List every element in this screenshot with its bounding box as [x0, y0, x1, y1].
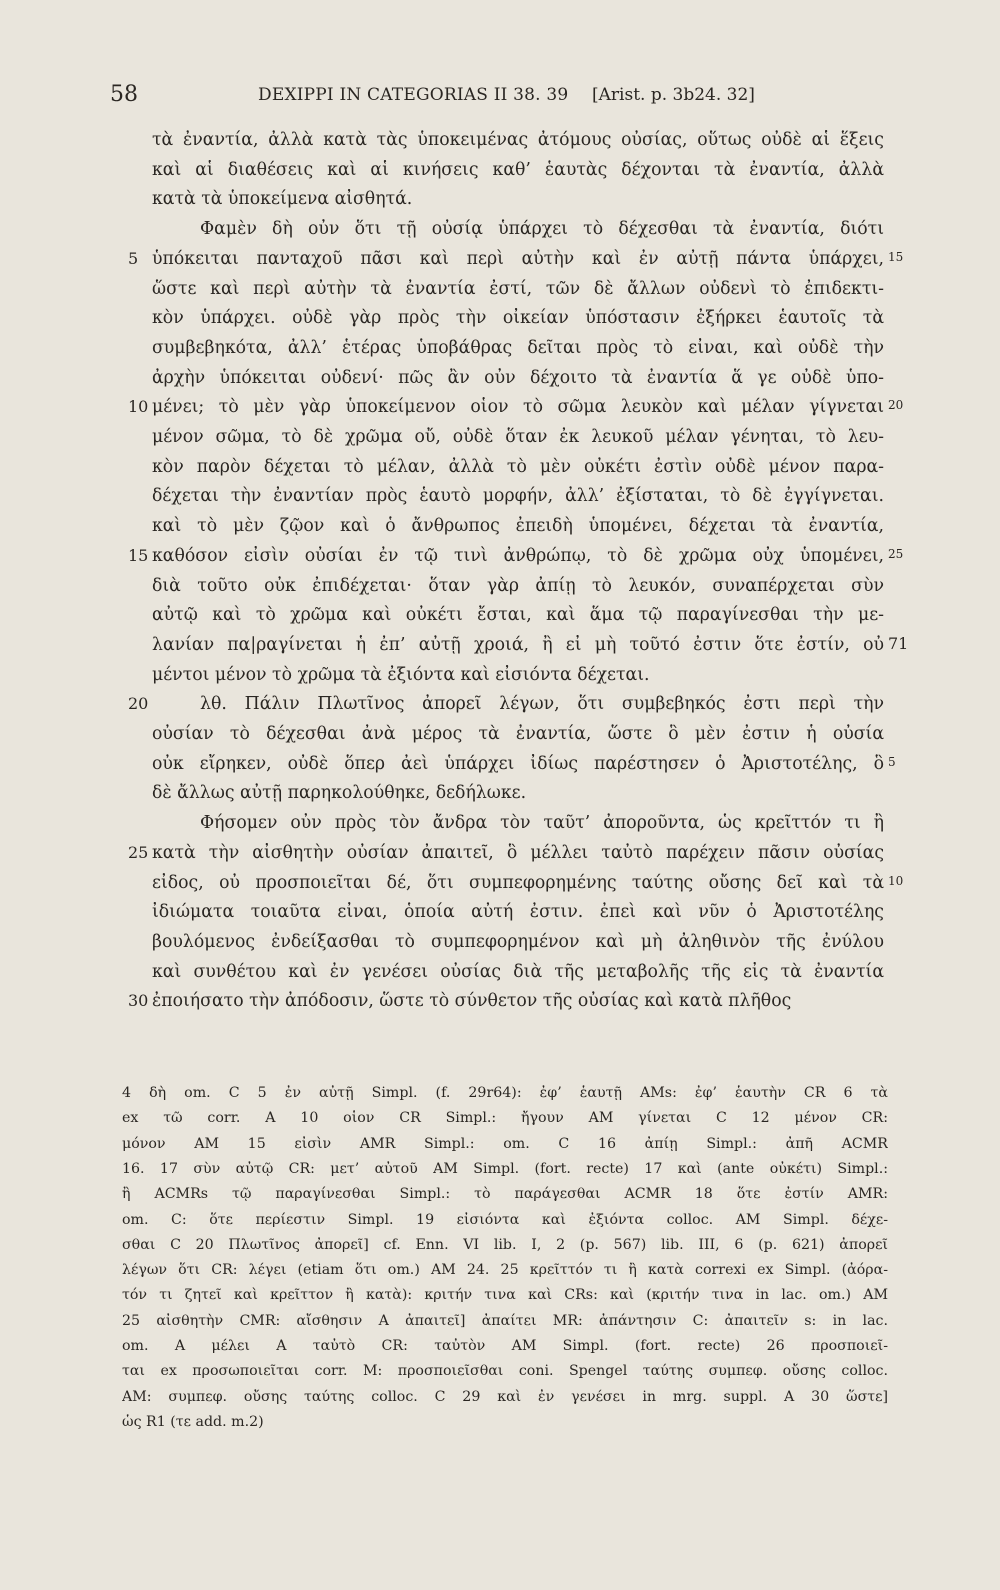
margin-reference-number: 71	[888, 633, 909, 653]
line-text: ὑπόκειται πανταχοῦ πᾶσι καὶ περὶ αὐτὴν καὶ ἐν αὐτῇ πάντα ὑπάρχει,	[152, 248, 884, 269]
text-line	[0, 397, 1000, 424]
text-line	[0, 843, 1000, 870]
line-text: Φήσομεν οὖν πρὸς τὸν ἄνδρα τὸν ταῦτ’ ἀποροῦντα, ὡς κρεῖττόν τι ἢ	[200, 813, 884, 834]
text-line	[0, 665, 1000, 692]
text-line	[0, 457, 1000, 484]
line-text: κατὰ τὰ ὑποκείμενα αἰσθητά.	[152, 189, 413, 210]
footnote-line: 16. 17 σὺν αὐτῷ CR: μετ’ αὐτοῦ AM Simpl. (fort. recte) 17 καὶ (ante οὐκέτι) Simpl.:	[122, 1160, 888, 1177]
line-text: μένει; τὸ μὲν γὰρ ὑποκείμενον οἷον τὸ σῶμα λευκὸν καὶ μέλαν γίγνεται	[152, 397, 884, 418]
text-line	[0, 576, 1000, 603]
line-text: καὶ συνθέτου καὶ ἐν γενέσει οὐσίας διὰ τῆς μεταβολῆς τῆς εἰς τὰ ἐναντία	[152, 961, 884, 982]
text-line	[0, 308, 1000, 335]
line-number: 15	[128, 545, 149, 565]
line-text: μένον σῶμα, τὸ δὲ χρῶμα οὔ, οὐδὲ ὅταν ἐκ λευκοῦ μέλαν γένηται, τὸ λευ-	[152, 427, 884, 447]
footnote-line: 25 αἰσθητὴν CMR: αἴσθησιν A ἀπαιτεῖ] ἀπαίτει MR: ἀπάντησιν C: ἀπαιτεῖν s: in lac.	[122, 1312, 888, 1329]
text-line	[0, 962, 1000, 989]
page-number: 58	[110, 82, 138, 107]
text-line	[0, 932, 1000, 959]
margin-reference-number: 25	[888, 546, 904, 561]
text-line	[0, 902, 1000, 929]
text-line	[0, 486, 1000, 513]
line-text: κὸν παρὸν δέχεται τὸ μέλαν, ἀλλὰ τὸ μὲν οὐκέτι ἐστὶν οὐδὲ μένον παρα-	[152, 456, 884, 477]
text-line	[0, 516, 1000, 543]
aristotle-reference: [Arist. p. 3b24. 32]	[592, 85, 755, 105]
line-number: 20	[128, 694, 149, 714]
footnote-line: τόν τι ζητεῖ καὶ κρεῖττον ἢ κατὰ): κριτήν τινα καὶ CRs: καὶ (κριτήν τινα in lac. om.) AM	[122, 1287, 888, 1304]
footnote-line: ὡς R1 (τε add. m.2)	[122, 1413, 264, 1430]
line-text: λθ. Πάλιν Πλωτῖνος ἀπορεῖ λέγων, ὅτι συμβεβηκός ἐστι περὶ τὴν	[200, 694, 884, 715]
text-line	[0, 754, 1000, 781]
text-line	[0, 279, 1000, 306]
footnote-line: ἢ ACMRs τῷ παραγίνεσθαι Simpl.: τὸ παράγεσθαι ACMR 18 ὅτε ἐστίν AMR:	[122, 1186, 888, 1203]
line-text: ἰδιώματα τοιαῦτα εἶναι, ὁποία αὐτή ἐστιν. ἐπεὶ καὶ νῦν ὁ Ἀριστοτέλης	[152, 902, 884, 923]
line-text: βουλόμενος ἐνδείξασθαι τὸ συμπεφορημένον καὶ μὴ ἀληθινὸν τῆς ἐνύλου	[152, 931, 884, 952]
line-text: καὶ τὸ μὲν ζῷον καὶ ὁ ἄνθρωπος ἐπειδὴ ὑπομένει, δέχεται τὰ ἐναντία,	[152, 516, 884, 537]
footnote-line: om. C: ὅτε περίεστιν Simpl. 19 εἰσιόντα καὶ ἐξιόντα colloc. AM Simpl. δέχε-	[122, 1211, 888, 1228]
text-line	[0, 130, 1000, 157]
line-text: ἐποιήσατο τὴν ἀπόδοσιν, ὥστε τὸ σύνθετον τῆς οὐσίας καὶ κατὰ πλῆθος	[152, 991, 792, 1012]
footnote-line: μόνον AM 15 εἰσὶν AMR Simpl.: om. C 16 ἀπίῃ Simpl.: ἀπῆ ACMR	[122, 1135, 888, 1152]
line-text: ἀρχὴν ὑπόκειται οὐδενί· πῶς ἂν οὖν δέχοιτο τὰ ἐναντία ἅ γε οὐδὲ ὑπο-	[152, 367, 884, 388]
line-text: μέντοι μένον τὸ χρῶμα τὰ ἐξιόντα καὶ εἰσιόντα δέχεται.	[152, 664, 650, 685]
text-line	[0, 160, 1000, 187]
line-text: οὐκ εἴρηκεν, οὐδὲ ὅπερ ἀεὶ ὑπάρχει ἰδίως παρέστησεν ὁ Ἀριστοτέλης, ὃ	[152, 753, 884, 774]
line-text: αὐτῷ καὶ τὸ χρῶμα καὶ οὐκέτι ἔσται, καὶ ἅμα τῷ παραγίνεσθαι τὴν με-	[152, 605, 884, 626]
text-line	[0, 724, 1000, 751]
text-line	[0, 873, 1000, 900]
line-number: 30	[128, 991, 149, 1011]
text-line	[0, 813, 1000, 840]
text-line	[0, 338, 1000, 365]
line-text: δέχεται τὴν ἐναντίαν πρὸς ἑαυτὸ μορφήν, ἀλλ’ ἐξίσταται, τὸ δὲ ἐγγίγνεται.	[152, 486, 884, 507]
line-text: διὰ τοῦτο οὐκ ἐπιδέχεται· ὅταν γὰρ ἀπίῃ τὸ λευκόν, συναπέρχεται σὺν	[152, 575, 884, 596]
line-text: κὸν ὑπάρχει. οὐδὲ γὰρ πρὸς τὴν οἰκείαν ὑπόστασιν ἐξήρκει ἑαυτοῖς τὰ	[152, 308, 884, 329]
line-text: οὐσίαν τὸ δέχεσθαι ἀνὰ μέρος τὰ ἐναντία, ὥστε ὃ μὲν ἐστιν ἡ οὐσία	[152, 724, 884, 744]
text-line	[0, 635, 1000, 662]
footnote-line: 4 δὴ om. C 5 ἐν αὐτῇ Simpl. (f. 29r64): ἐφ’ ἑαυτῇ AMs: ἐφ’ ἑαυτὴν CR 6 τὰ	[122, 1085, 888, 1101]
text-line	[0, 783, 1000, 810]
running-title: DEXIPPI IN CATEGORIAS II 38. 39	[258, 85, 569, 105]
footnote-line: ται ex προσωποιεῖται corr. M: προσποιεῖσθαι coni. Spengel ταύτης συμπεφ. οὔσης colloc.	[122, 1363, 888, 1380]
text-line	[0, 219, 1000, 246]
line-number: 5	[128, 248, 139, 268]
text-line	[0, 694, 1000, 721]
footnote-line: AM: συμπεφ. οὔσης ταύτης colloc. C 29 καὶ ἐν γενέσει in mrg. suppl. A 30 ὥστε]	[122, 1388, 888, 1405]
margin-reference-number: 10	[888, 873, 904, 888]
line-text: καθόσον εἰσὶν οὐσίαι ἐν τῷ τινὶ ἀνθρώπῳ, τὸ δὲ χρῶμα οὐχ ὑπομένει,	[152, 545, 884, 566]
footnote-line: om. A μέλει A ταὐτὸ CR: ταὐτὸν AM Simpl. (fort. recte) 26 προσποιεῖ-	[122, 1338, 888, 1354]
footnote-line: ex τῶ corr. A 10 οἷον CR Simpl.: ἤγουν AM γίνεται C 12 μένον CR:	[122, 1110, 888, 1127]
line-text: δὲ ἄλλως αὐτῇ παρηκολούθηκε, δεδήλωκε.	[152, 783, 527, 804]
line-text: εἶδος, οὐ προσποιεῖται δέ, ὅτι συμπεφορημένης ταύτης οὔσης δεῖ καὶ τὰ	[152, 872, 884, 893]
line-text: συμβεβηκότα, ἀλλ’ ἑτέρας ὑποβάθρας δεῖται πρὸς τὸ εἶναι, καὶ οὐδὲ τὴν	[152, 337, 884, 358]
page-header	[110, 82, 900, 112]
text-line	[0, 991, 1000, 1018]
line-text: καὶ αἱ διαθέσεις καὶ αἱ κινήσεις καθ’ ἑαυτὰς δέχονται τὰ ἐναντία, ἀλλὰ	[152, 159, 884, 180]
line-text: τὰ ἐναντία, ἀλλὰ κατὰ τὰς ὑποκειμένας ἀτόμους οὐσίας, οὕτως οὐδὲ αἱ ἕξεις	[152, 130, 884, 150]
line-text: κατὰ τὴν αἰσθητὴν οὐσίαν ἀπαιτεῖ, ὃ μέλλει ταὐτὸ παρέχειν πᾶσιν οὐσίας	[152, 842, 884, 863]
footnote-line: λέγων ὅτι CR: λέγει (etiam ὅτι om.) AM 24. 25 κρεῖττόν τι ἢ κατὰ correxi ex Simpl. (ἀόρα-	[122, 1262, 888, 1279]
margin-reference-number: 15	[888, 249, 904, 264]
margin-reference-number: 20	[888, 398, 904, 413]
line-number: 10	[128, 397, 149, 417]
text-line	[0, 546, 1000, 573]
text-line	[0, 605, 1000, 632]
text-line	[0, 368, 1000, 395]
line-text: λανίαν πα|ραγίνεται ἡ ἐπ’ αὐτῇ χροιά, ἢ εἰ μὴ τοῦτό ἐστιν ὅτε ἐστίν, οὐ	[152, 634, 884, 655]
line-text: Φαμὲν δὴ οὖν ὅτι τῇ οὐσίᾳ ὑπάρχει τὸ δέχεσθαι τὰ ἐναντία, διότι	[200, 219, 884, 240]
text-line	[0, 427, 1000, 454]
text-line	[0, 249, 1000, 276]
margin-reference-number: 5	[888, 754, 896, 769]
text-line	[0, 189, 1000, 216]
line-text: ὥστε καὶ περὶ αὐτὴν τὰ ἐναντία ἐστί, τῶν δὲ ἄλλων οὐδενὶ τὸ ἐπιδεκτι-	[152, 278, 884, 299]
footnote-line: σθαι C 20 Πλωτῖνος ἀπορεῖ] cf. Enn. VI lib. I, 2 (p. 567) lib. III, 6 (p. 621) ἀπορεῖ	[122, 1236, 888, 1253]
line-number: 25	[128, 842, 149, 862]
